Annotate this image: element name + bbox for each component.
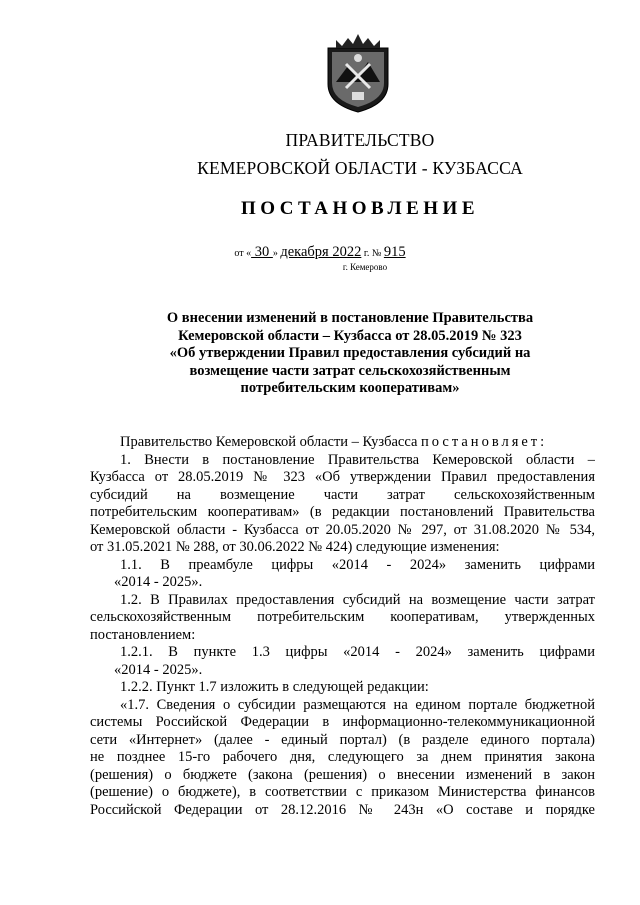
paragraph-line: «1.7. Сведения о субсидии размещаются на едином портале бюджетной (120, 696, 595, 713)
paragraph-line: (решения) о бюджете (закона (решения) о внесении изменений в закон (90, 766, 595, 783)
government-title-line2: КЕМЕРОВСКОЙ ОБЛАСТИ - КУЗБАССА (197, 158, 523, 178)
subject-line: потребительским кооперативам» (240, 380, 460, 396)
date-prefix: от « (234, 248, 252, 259)
subject-line: возмещение части затрат сельскохозяйственным (189, 362, 511, 379)
paragraph-line: 1.1. В преамбуле цифры «2014 - 2024» заменить цифрами (120, 556, 595, 573)
paragraph-line: сельскохозяйственным потребительским кооперативам, утвержденных (90, 609, 595, 625)
paragraph-line: «2014 - 2025». (114, 574, 203, 590)
intro-decree-word: постановляет: (421, 434, 548, 450)
subject-line: «Об утверждении Правил предоставления субсидий на (169, 345, 531, 361)
document-subject (140, 310, 560, 398)
paragraph-line: сети «Интернет» (далее - единый портал) (в разделе единого портала) (90, 731, 595, 748)
paragraph-line: Российской Федерации от 28.12.2016 № 243н «О составе и порядке (90, 801, 595, 818)
government-title-line1: ПРАВИТЕЛЬСТВО (285, 130, 435, 150)
intro-text: Правительство Кемеровской области – Кузбасса (120, 434, 422, 450)
paragraph-line: от 31.05.2021 № 288, от 30.06.2022 № 424) следующие изменения: (90, 539, 500, 555)
document-city: г. Кемерово (342, 262, 388, 272)
document-number: 915 (383, 244, 406, 260)
paragraph-line: субсидий на возмещение части затрат сельскохозяйственным (90, 486, 595, 503)
subject-line: Кемеровской области – Кузбасса от 28.05.2019 № 323 (178, 327, 522, 344)
paragraph-line: Кемеровской области - Кузбасса от 20.05.2020 № 297, от 31.08.2020 № 534, (90, 521, 595, 538)
paragraph-line: системы Российской Федерации в информационно-телекоммуникационной (90, 714, 595, 730)
date-suffix: г. № (361, 248, 384, 259)
intro-paragraph (90, 434, 595, 452)
document-type-title: ПОСТАНОВЛЕНИЕ (240, 198, 480, 219)
paragraph-line: Кузбасса от 28.05.2019 № 323 «Об утверждении Правил предоставления (90, 469, 595, 485)
paragraph-line: 1.2.1. В пункте 1.3 цифры «2014 - 2024» заменить цифрами (120, 644, 595, 660)
paragraph-line: постановлением: (90, 626, 196, 643)
paragraph-line: потребительским кооперативам» (в редакции постановлений Правительства (90, 504, 595, 520)
paragraph-line: 1. Внести в постановление Правительства Кемеровской области – (120, 451, 595, 468)
paragraph-line: 1.2.2. Пункт 1.7 изложить в следующей редакции: (120, 679, 429, 695)
date-mid: » (272, 248, 281, 259)
date-day: 30 (251, 244, 273, 260)
subject-line: О внесении изменений в постановление Правительства (166, 310, 534, 326)
paragraph-line: (решение) о бюджете), в соответствии с приказом Министерства финансов (90, 784, 595, 800)
document-date-line (0, 244, 640, 261)
coat-of-arms-emblem (322, 30, 394, 114)
paragraph-line: не позднее 15-го рабочего дня, следующего за днем принятия закона (90, 749, 595, 765)
date-month-year: декабря 2022 (280, 244, 362, 260)
paragraph-line: 1.2. В Правилах предоставления субсидий на возмещение части затрат (120, 591, 595, 608)
document-body (90, 434, 595, 819)
paragraph-line: «2014 - 2025». (114, 661, 203, 678)
